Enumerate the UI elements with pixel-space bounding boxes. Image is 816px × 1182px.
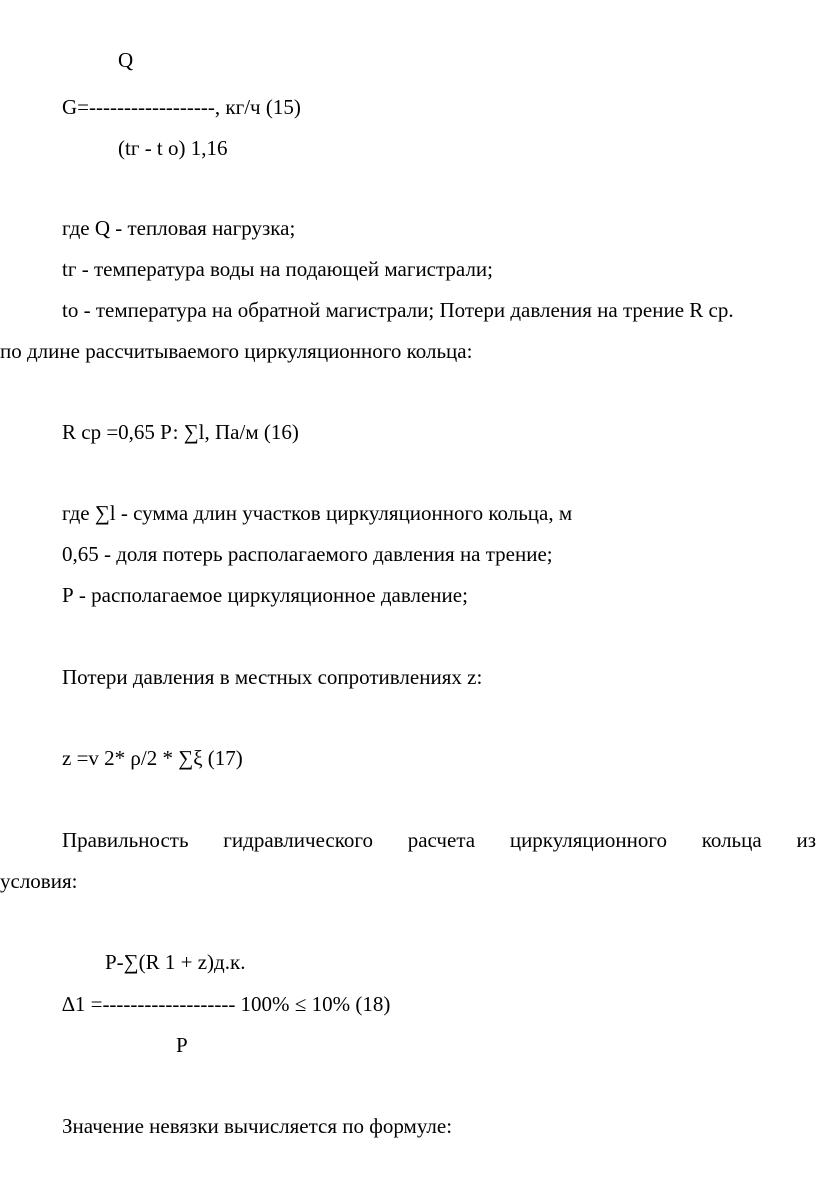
formula-15: G=------------------, кг/ч (15) bbox=[62, 95, 301, 119]
definition-line: to - температура на обратной магистрали; Потери давления на трение R ср. bbox=[62, 298, 734, 322]
closing-text: Значение невязки вычисляется по формуле: bbox=[62, 1114, 453, 1138]
check-paragraph-line-1: Правильность гидравлического расчета циркуляционного кольца из bbox=[62, 828, 816, 852]
formula-18-numerator: Р-∑(R 1 + z)д.к. bbox=[105, 950, 246, 974]
definition-line: tг - температура воды на подающей магистрали; bbox=[62, 257, 493, 281]
check-paragraph-line-2: условия: bbox=[0, 869, 78, 893]
formula-15-denominator: (tг - t о) 1,16 bbox=[118, 136, 228, 160]
definition-line: 0,65 - доля потерь располагаемого давления на трение; bbox=[62, 542, 553, 566]
definition-line: где Q - тепловая нагрузка; bbox=[62, 216, 296, 240]
formula-17: z =v 2* ρ/2 * ∑ξ (17) bbox=[62, 746, 243, 770]
formula-16: R ср =0,65 Р: ∑l, Па/м (16) bbox=[62, 420, 299, 444]
formula-18: ∆1 =------------------- 100% ≤ 10% (18) bbox=[62, 992, 391, 1016]
local-losses-heading: Потери давления в местных сопротивлениях z: bbox=[62, 665, 483, 689]
formula-15-numerator: Q bbox=[118, 48, 134, 72]
definition-line: Р - располагаемое циркуляционное давление; bbox=[62, 583, 468, 607]
definition-line: где ∑l - сумма длин участков циркуляционного кольца, м bbox=[62, 501, 573, 525]
formula-18-denominator: Р bbox=[176, 1033, 188, 1057]
definition-line: по длине рассчитываемого циркуляционного кольца: bbox=[0, 339, 473, 363]
